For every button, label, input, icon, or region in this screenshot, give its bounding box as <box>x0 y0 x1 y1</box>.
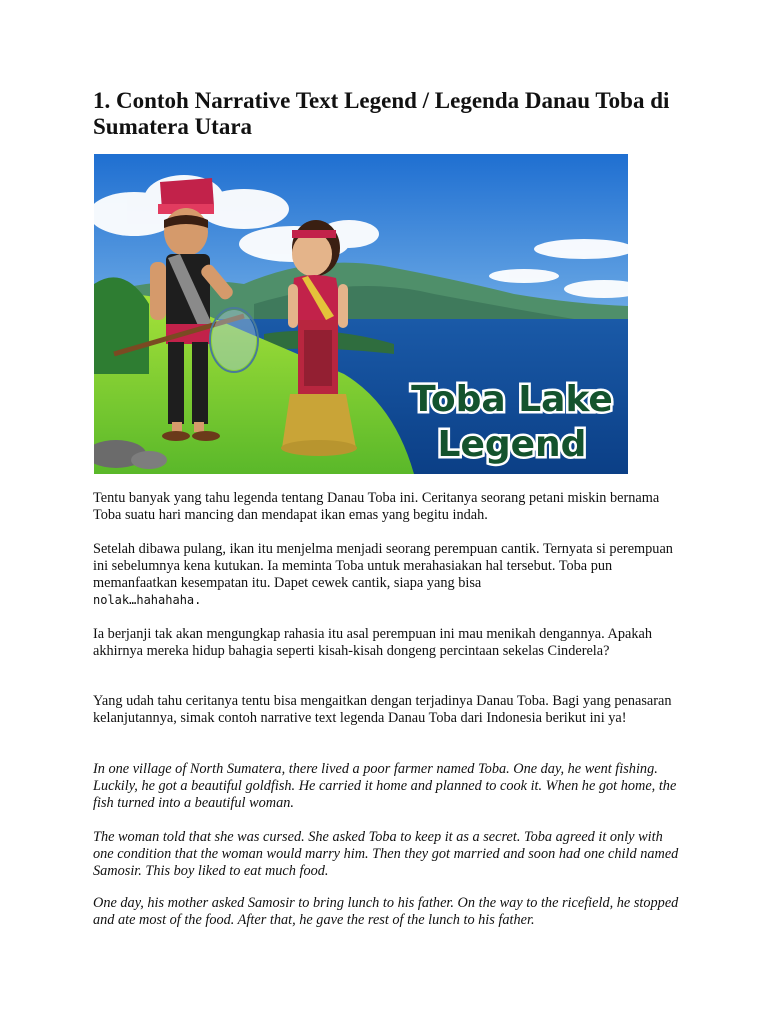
paragraph-1: Tentu banyak yang tahu legenda tentang Danau Toba ini. Ceritanya seorang petani miskin bernama Toba suatu hari mancing dan mendapat ikan emas yang begitu indah. <box>93 490 660 523</box>
caption-line-1: Toba Lake <box>411 379 613 420</box>
page-title: 1. Contoh Narrative Text Legend / Legenda Danau Toba di Sumatera Utara <box>93 88 670 139</box>
rock <box>131 451 167 469</box>
paragraph-2-tail: nolak…hahahaha. <box>93 593 202 607</box>
paragraph-5: In one village of North Sumatera, there lived a poor farmer named Toba. One day, he went fishing. Luckily, he got a beautiful goldfish. He carried it home and planned to cook it. When he got home, the fish turned into a beautiful woman. <box>93 761 677 811</box>
paragraph-6: The woman told that she was cursed. She asked Toba to keep it as a secret. Toba agreed it only with one condition that the woman would marry him. Then they got married and soon had one child named Samosir. This boy liked to eat much food. <box>93 829 679 879</box>
paragraph-2 <box>93 541 683 609</box>
paragraph-7: One day, his mother asked Samosir to bring lunch to his father. On the way to the ricefield, he stopped and ate most of the food. After that, he gave the rest of the lunch to his father. <box>93 895 679 928</box>
toba-lake-legend-illustration <box>94 154 628 474</box>
paragraph-2-body: Setelah dibawa pulang, ikan itu menjelma menjadi seorang perempuan cantik. Ternyata si perempuan ini sebelumnya kena kutukan. Ia meminta Toba untuk merahasiakan hal tersebut. Toba pun memanfaatkan kesempatan itu. Dapet cewek cantik, siapa yang bisa <box>93 541 673 591</box>
caption-line-2: Legend <box>437 424 587 465</box>
paragraph-3: Ia berjanji tak akan mengungkap rahasia itu asal perempuan ini mau menikah dengannya. Apakah akhirnya mereka hidup bahagia seperti kisah-kisah dongeng percintaan sekelas Cinderela? <box>93 626 652 659</box>
paragraph-4: Yang udah tahu ceritanya tentu bisa mengaitkan dengan terjadinya Danau Toba. Bagi yang penasaran kelanjutannya, simak contoh narrative text legenda Danau Toba dari Indonesia berikut ini ya! <box>93 693 672 726</box>
